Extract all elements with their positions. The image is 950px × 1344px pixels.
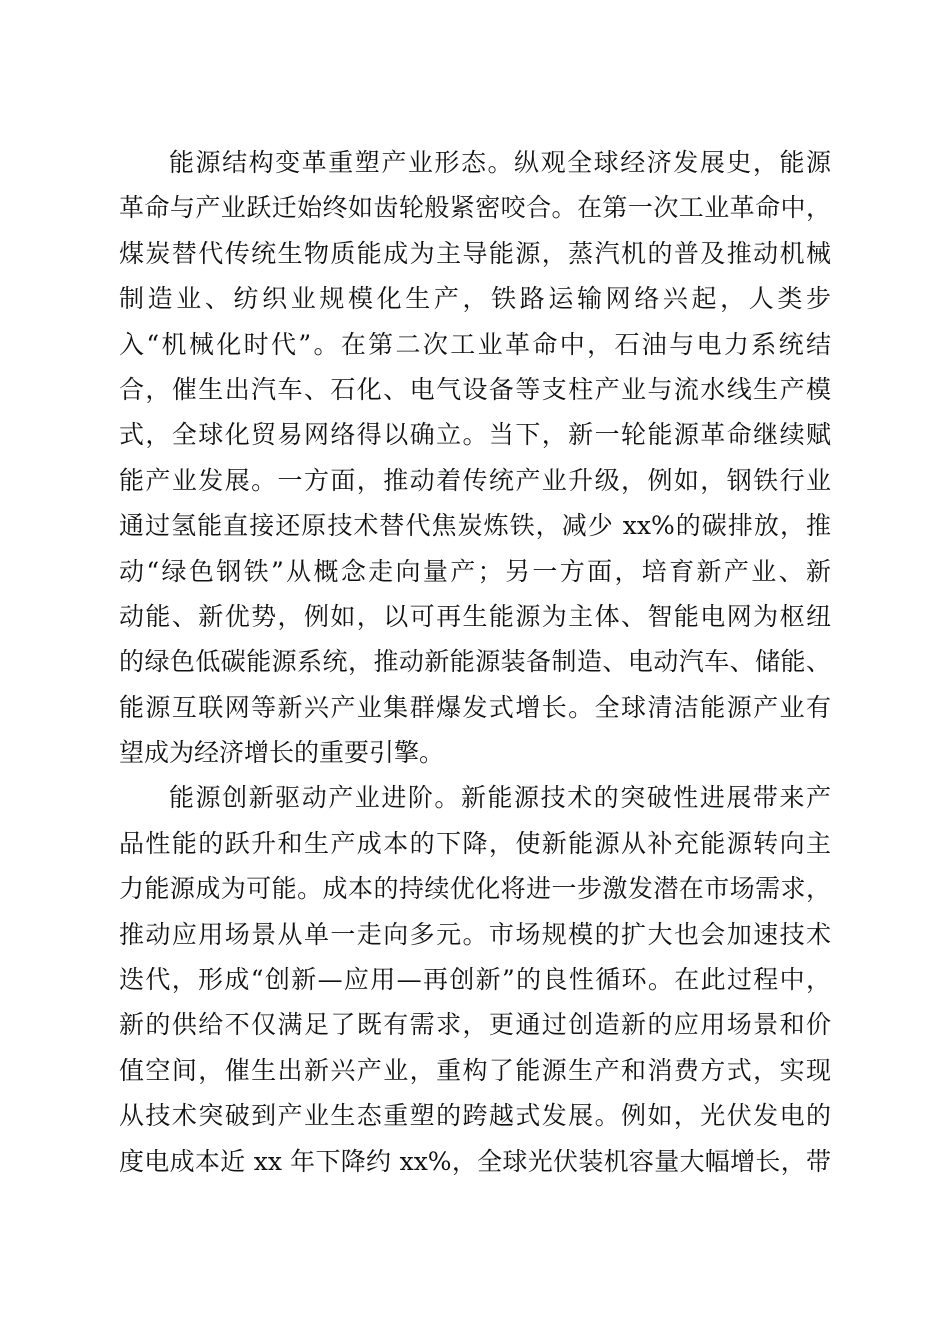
- text-line: 制造业、纺织业规模化生产，铁路运输网络兴起，人类步: [119, 284, 831, 314]
- text-line: 品性能的跃升和生产成本的下降，使新能源从补充能源转向主: [119, 828, 831, 858]
- text-line: 度电成本近 xx 年下降约 xx%，全球光伏装机容量大幅增长，带: [119, 1146, 831, 1176]
- text-line: 动“绿色钢铁”从概念走向量产；另一方面，培育新产业、新: [119, 556, 831, 586]
- text-line: 力能源成为可能。成本的持续优化将进一步激发潜在市场需求，: [119, 874, 831, 904]
- text-line: 值空间，催生出新兴产业，重构了能源生产和消费方式，实现: [119, 1055, 831, 1085]
- text-line: 从技术突破到产业生态重塑的跨越式发展。例如，光伏发电的: [119, 1101, 831, 1131]
- text-line: 新的供给不仅满足了既有需求，更通过创造新的应用场景和价: [119, 1010, 831, 1040]
- paragraph-energy-structure: [119, 140, 831, 775]
- text-line: 能源互联网等新兴产业集群爆发式增长。全球清洁能源产业有: [119, 692, 831, 722]
- text-line: 迭代，形成“创新—应用—再创新”的良性循环。在此过程中，: [119, 965, 831, 995]
- text-line: 能产业发展。一方面，推动着传统产业升级，例如，钢铁行业: [119, 465, 831, 495]
- paragraph-energy-innovation: [119, 775, 831, 1184]
- text-line: 煤炭替代传统生物质能成为主导能源，蒸汽机的普及推动机械: [119, 238, 831, 268]
- text-line: 革命与产业跃迁始终如齿轮般紧密咬合。在第一次工业革命中，: [119, 193, 831, 223]
- text-line: 能源创新驱动产业进阶。新能源技术的突破性进展带来产: [169, 783, 831, 813]
- text-line: 入“机械化时代”。在第二次工业革命中，石油与电力系统结: [119, 329, 831, 359]
- text-line: 的绿色低碳能源系统，推动新能源装备制造、电动汽车、储能、: [119, 647, 831, 677]
- text-line: 动能、新优势，例如，以可再生能源为主体、智能电网为枢纽: [119, 601, 831, 631]
- text-line: 能源结构变革重塑产业形态。纵观全球经济发展史，能源: [169, 148, 831, 177]
- text-line: 式，全球化贸易网络得以确立。当下，新一轮能源革命继续赋: [119, 420, 831, 450]
- text-line: 推动应用场景从单一走向多元。市场规模的扩大也会加速技术: [119, 919, 831, 949]
- text-line: 通过氢能直接还原技术替代焦炭炼铁，减少 xx%的碳排放，推: [119, 511, 831, 541]
- text-line: 合，催生出汽车、石化、电气设备等支柱产业与流水线生产模: [119, 374, 831, 404]
- document-body: [119, 140, 831, 1184]
- text-line: 望成为经济增长的重要引擎。: [119, 738, 445, 768]
